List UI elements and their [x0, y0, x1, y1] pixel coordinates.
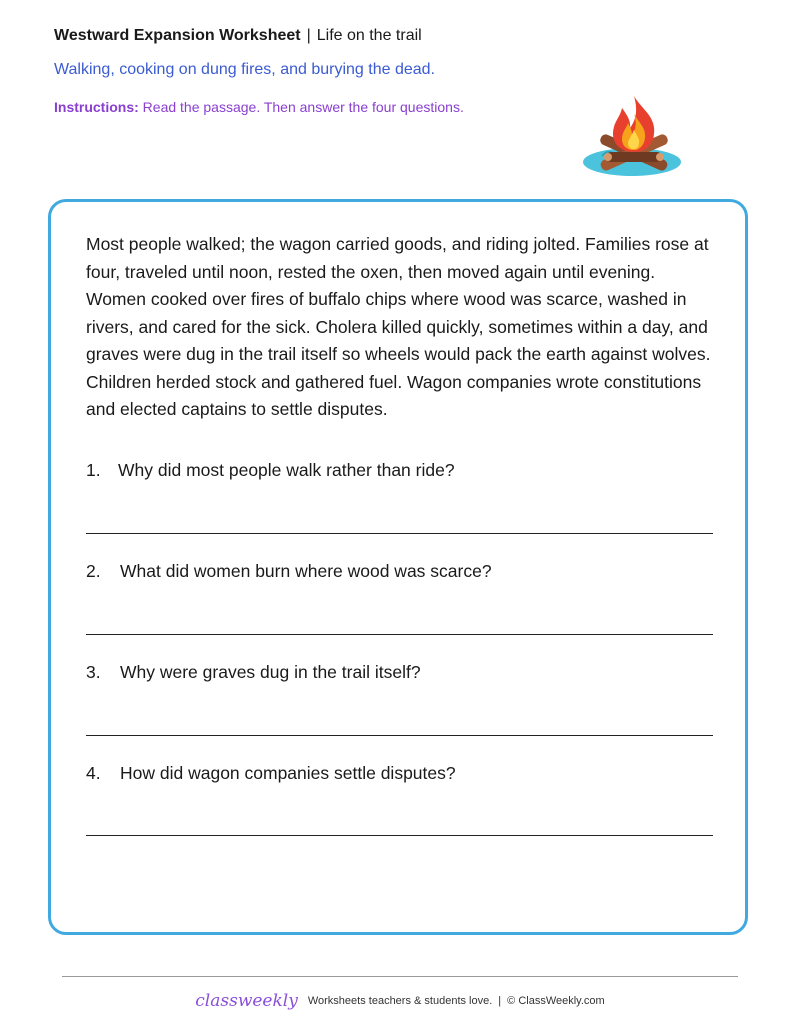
footer-divider	[62, 976, 738, 977]
question-text: What did women burn where wood was scarce?	[120, 561, 492, 581]
question-4	[86, 763, 456, 784]
question-text: How did wagon companies settle disputes?	[120, 763, 456, 783]
question-text: Why were graves dug in the trail itself?	[120, 662, 421, 682]
header-separator: |	[306, 27, 311, 44]
worksheet-title: Westward Expansion Worksheet	[54, 27, 301, 44]
answer-line-4[interactable]	[86, 835, 713, 836]
instructions-label: Instructions:	[54, 99, 139, 115]
footer-tagline: Worksheets teachers & students love.	[307, 995, 493, 1007]
question-3	[86, 662, 421, 683]
worksheet-header	[54, 27, 422, 45]
footer-separator: |	[498, 995, 502, 1007]
answer-line-2[interactable]	[86, 634, 713, 635]
campfire-icon	[582, 92, 686, 182]
reading-passage: Most people walked; the wagon carried goods, and riding jolted. Families rose at four, traveled until noon, rested the oxen, then moved again until evening. Women cooked over fires of buffalo chips where wood was scarce, washed in rivers, and cared for the sick. Cholera killed quickly, sometimes within a day, and graves were dug in the trail itself so wheels would pack the earth against wolves. Children herded stock and gathered fuel. Wagon companies wrote constitutions and elected captains to settle disputes.	[86, 234, 711, 419]
question-number: 2.	[86, 561, 101, 581]
worksheet-subtitle: Walking, cooking on dung fires, and burying the dead.	[54, 61, 435, 78]
brand-logo: classweekly	[195, 991, 298, 1011]
page-footer	[0, 991, 800, 1011]
question-2	[86, 561, 492, 582]
campfire-flames	[613, 96, 654, 152]
answer-line-1[interactable]	[86, 533, 713, 534]
question-number: 4.	[86, 763, 101, 783]
question-1	[86, 460, 455, 481]
question-text: Why did most people walk rather than ride?	[118, 460, 455, 480]
instructions	[54, 99, 464, 115]
answer-line-3[interactable]	[86, 735, 713, 736]
question-number: 1.	[86, 460, 101, 480]
worksheet-topic: Life on the trail	[316, 27, 422, 44]
footer-copyright: © ClassWeekly.com	[507, 995, 605, 1007]
instructions-text: Read the passage. Then answer the four questions.	[142, 99, 464, 115]
question-number: 3.	[86, 662, 101, 682]
